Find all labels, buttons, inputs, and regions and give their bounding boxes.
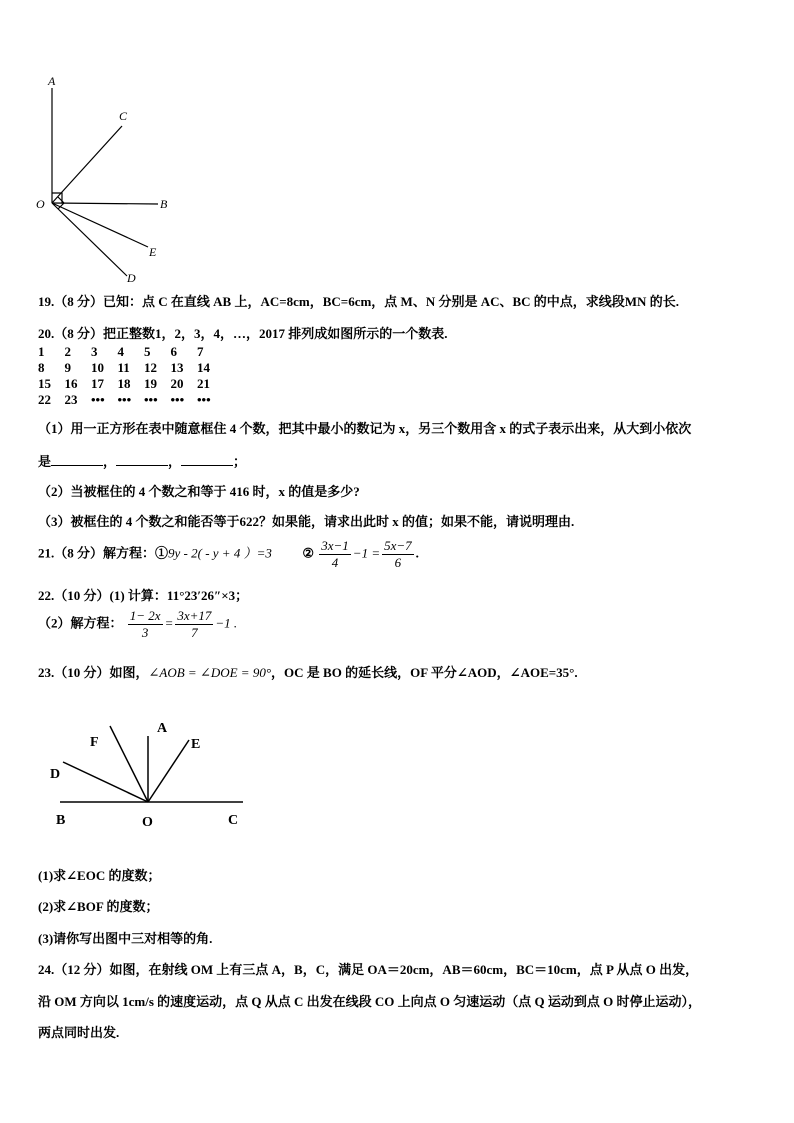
question-24-line-3: 两点同时出发. (38, 1025, 120, 1040)
answer-blank-3[interactable] (181, 453, 233, 466)
fraction-numerator: 3x+17 (177, 608, 212, 623)
question-20-part-1-blanks (38, 451, 246, 470)
table-cell: ••• (91, 392, 105, 407)
ray-oe (52, 203, 148, 247)
question-22-part-1: 22.（10 分）(1) 计算：11°23′26″×3； (38, 588, 249, 603)
question-19: 19.（8 分）已知：点 C 在直线 AB 上，AC=8cm，BC=6cm，点 M、N 分别是 AC、BC 的中点，求线段MN 的长. (38, 294, 679, 309)
table-cell: 13 (170, 360, 184, 375)
terminator: ； (233, 454, 247, 469)
table-cell: 18 (117, 376, 131, 391)
question-24-line-1: 24.（12 分）如图，在射线 OM 上有三点 A，B，C，满足 OA＝20cm，AB＝60cm，BC＝10cm，点 P 从点 O 出发， (38, 962, 699, 977)
ray-oc (52, 126, 122, 203)
text-prefix: 是 (38, 454, 52, 469)
question-23-sub-1: (1)求∠EOC 的度数； (38, 868, 161, 883)
table-cell: 9 (64, 360, 71, 375)
table-row (38, 392, 224, 408)
question-23-sub-2: (2)求∠BOF 的度数； (38, 899, 159, 914)
ray-od (63, 762, 148, 802)
question-22-part-2 (38, 608, 237, 641)
table-cell: 2 (64, 344, 71, 359)
table-row (38, 360, 224, 376)
fraction-numerator: 5x−7 (384, 538, 412, 553)
table-cell: 10 (91, 360, 104, 375)
fraction-denominator: 6 (394, 555, 402, 570)
label-e: E (149, 245, 157, 259)
label-c: C (228, 813, 239, 828)
ray-ob (52, 203, 158, 204)
fraction-denominator: 3 (141, 625, 149, 640)
number-table (38, 344, 224, 408)
ray-od (52, 203, 127, 276)
label-b: B (56, 813, 66, 828)
table-cell: ••• (197, 392, 211, 407)
table-cell: 19 (144, 376, 157, 391)
question-21 (38, 538, 419, 571)
question-20-part-1: （1）用一正方形在表中随意框住 4 个数，把其中最小的数记为 x，另三个数用含 x 的式子表示出来，从大到小依次 (38, 421, 692, 436)
label-b: B (160, 197, 168, 211)
table-cell: 1 (38, 344, 45, 359)
label-d: D (127, 271, 136, 285)
q23-suffix: ，OC 是 BO 的延长线，OF 平分∠AOD，∠AOE=35°. (271, 665, 578, 680)
label-o: O (36, 197, 45, 211)
table-cell: 23 (64, 392, 78, 407)
equation-1: 9y - 2( - y + 4 ）=3 (168, 545, 272, 561)
table-cell: 22 (38, 392, 51, 407)
circled-two: ② (302, 545, 314, 561)
label-a: A (48, 74, 56, 88)
q21-prefix: 21.（8 分）解方程：① (38, 545, 169, 561)
answer-blank-2[interactable] (116, 453, 168, 466)
table-cell: 16 (64, 376, 78, 391)
question-20-part-2: （2）当被框住的 4 个数之和等于 416 时，x 的值是多少? (38, 484, 360, 499)
table-row (38, 344, 224, 360)
table-cell: 3 (91, 344, 98, 359)
table-cell: ••• (170, 392, 185, 407)
table-cell: 4 (117, 344, 124, 359)
equation-tail: −1 . (215, 615, 238, 631)
question-24-line-2: 沿 OM 方向以 1cm/s 的速度运动，点 Q 从点 C 出发在线段 CO 上向点 O 匀速运动（点 Q 运动到点 O 时停止运动）， (38, 994, 701, 1009)
fraction-denominator: 7 (191, 625, 198, 640)
equals-sign: = (164, 615, 174, 631)
table-cell: 5 (144, 344, 151, 359)
fraction-numerator: 3x−1 (321, 538, 349, 553)
label-o: O (142, 815, 153, 830)
table-cell: 14 (197, 360, 210, 375)
q22-prefix: （2）解方程： (38, 615, 123, 631)
angle-figure-2 (40, 710, 260, 835)
label-c: C (119, 109, 128, 123)
separator: ， (168, 454, 182, 469)
label-d: D (50, 767, 61, 782)
question-23-sub-3: (3)请你写出图中三对相等的角. (38, 931, 213, 946)
table-row (38, 376, 224, 392)
equation-end: . (415, 545, 419, 561)
ray-oe (148, 740, 189, 802)
fraction-1 (128, 608, 163, 641)
angle-figure-1 (30, 70, 190, 290)
table-cell: 15 (38, 376, 51, 391)
table-cell: 7 (197, 344, 204, 359)
equation-middle: −1 = (352, 545, 381, 561)
table-cell: ••• (117, 392, 132, 407)
table-cell: 21 (197, 376, 210, 391)
ray-of (110, 726, 148, 802)
fraction-2 (382, 538, 414, 571)
question-20-part-3: （3）被框住的 4 个数之和能否等于622？如果能，请求出此时 x 的值；如果不能，请说明理由. (38, 514, 575, 529)
separator: ， (103, 454, 117, 469)
q23-prefix: 23.（10 分）如图， (38, 665, 149, 680)
table-cell: 12 (144, 360, 157, 375)
table-cell: 17 (91, 376, 104, 391)
table-cell: 11 (117, 360, 130, 375)
table-cell: 8 (38, 360, 45, 375)
fraction-1 (319, 538, 351, 571)
answer-blank-1[interactable] (51, 453, 103, 466)
question-23 (38, 662, 578, 681)
table-cell: ••• (144, 392, 158, 407)
label-e: E (191, 737, 201, 752)
label-a: A (157, 721, 168, 736)
table-cell: 20 (170, 376, 184, 391)
question-20-stem: 20.（8 分）把正整数1，2，3，4，…，2017 排列成如图所示的一个数表. (38, 326, 448, 341)
table-cell: 6 (170, 344, 177, 359)
fraction-denominator: 4 (331, 555, 339, 570)
angle-equation: ∠AOB = ∠DOE = 90° (148, 665, 272, 680)
fraction-numerator: 1− 2x (129, 608, 161, 623)
label-f: F (90, 735, 99, 750)
fraction-2 (175, 608, 213, 641)
